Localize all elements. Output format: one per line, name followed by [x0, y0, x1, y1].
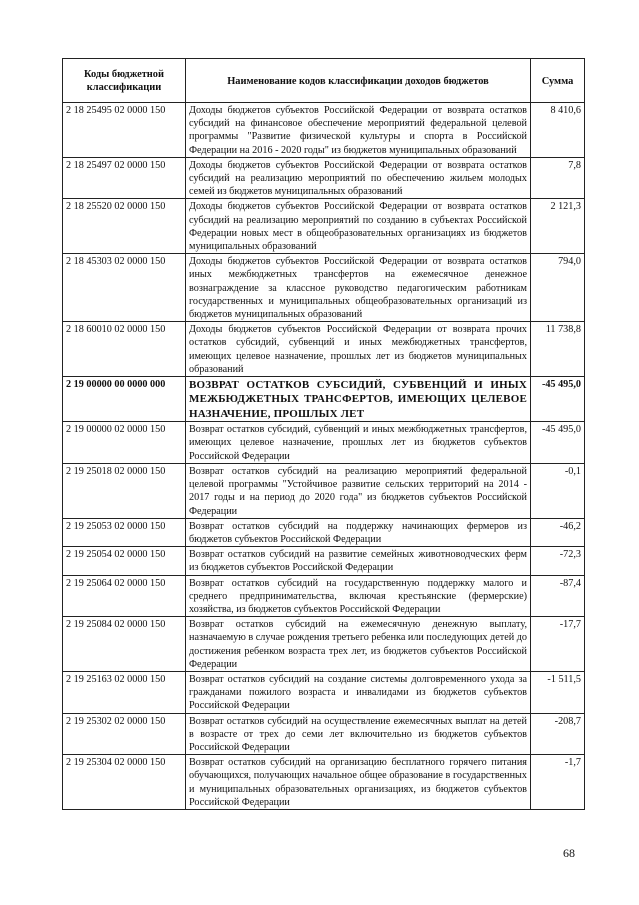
row-name: Возврат остатков субсидий на создание системы долговременного ухода за гражданами пожилого возраста и инвалидами из бюджетов субъектов Российской Федерации	[186, 671, 531, 713]
table-body	[63, 103, 585, 810]
table-row	[63, 518, 585, 546]
row-name: Возврат остатков субсидий на ежемесячную денежную выплату, назначаемую в случае рождения третьего ребенка или последующих детей до достижения ребенком возраста трех лет, из бюджетов субъектов Российской Федерации	[186, 617, 531, 672]
table-row	[63, 547, 585, 575]
row-sum: 794,0	[531, 254, 585, 322]
row-code: 2 19 25054 02 0000 150	[63, 547, 186, 575]
table-row	[63, 755, 585, 810]
row-name: Доходы бюджетов субъектов Российской Федерации от возврата остатков иных межбюджетных трансфертов на ежемесячное денежное вознаграждение за классное руководство педагогическим работникам государственных и муниципальных общеобразовательных организаций из бюджетов муниципальных образований	[186, 254, 531, 322]
row-code: 2 19 25302 02 0000 150	[63, 713, 186, 755]
row-sum: -45 495,0	[531, 422, 585, 464]
table-header-row	[63, 59, 585, 103]
table-row	[63, 199, 585, 254]
row-code: 2 19 25053 02 0000 150	[63, 518, 186, 546]
row-code: 2 19 25064 02 0000 150	[63, 575, 186, 617]
header-name: Наименование кодов классификации доходов бюджетов	[186, 59, 531, 103]
row-sum: 8 410,6	[531, 103, 585, 158]
row-name: Возврат остатков субсидий на осуществление ежемесячных выплат на детей в возрасте от трех до семи лет включительно из бюджетов субъектов Российской Федерации	[186, 713, 531, 755]
row-name: Возврат остатков субсидий на организацию бесплатного горячего питания обучающихся, получающих начальное общее образование в государственных и муниципальных образовательных организациях, из бюджетов субъектов Российской Федерации	[186, 755, 531, 810]
row-code: 2 18 45303 02 0000 150	[63, 254, 186, 322]
table-row	[63, 322, 585, 377]
row-name: Возврат остатков субсидий на реализацию мероприятий федеральной целевой программы "Устойчивое развитие сельских территорий на 2014 - 2017 годы и на период до 2020 года" из бюджетов субъектов Российской Федерации	[186, 463, 531, 518]
row-code: 2 19 25304 02 0000 150	[63, 755, 186, 810]
table-row	[63, 671, 585, 713]
row-sum: 11 738,8	[531, 322, 585, 377]
row-sum: 2 121,3	[531, 199, 585, 254]
row-sum: -1 511,5	[531, 671, 585, 713]
table-row	[63, 713, 585, 755]
table-row	[63, 103, 585, 158]
row-sum: -0,1	[531, 463, 585, 518]
table-row	[63, 254, 585, 322]
page-number: 68	[563, 846, 575, 860]
row-code: 2 18 60010 02 0000 150	[63, 322, 186, 377]
row-name: ВОЗВРАТ ОСТАТКОВ СУБСИДИЙ, СУБВЕНЦИЙ И ИНЫХ МЕЖБЮДЖЕТНЫХ ТРАНСФЕРТОВ, ИМЕЮЩИХ ЦЕЛЕВОЕ НАЗНАЧЕНИЕ, ПРОШЛЫХ ЛЕТ	[186, 377, 531, 422]
row-name: Доходы бюджетов субъектов Российской Федерации от возврата остатков субсидий на реализацию мероприятий по созданию в субъектах Российской Федерации новых мест в общеобразовательных организациях из бюджетов муниципальных образований	[186, 199, 531, 254]
row-code: 2 18 25520 02 0000 150	[63, 199, 186, 254]
row-code: 2 19 25018 02 0000 150	[63, 463, 186, 518]
row-name: Возврат остатков субсидий на государственную поддержку малого и среднего предпринимательства, включая крестьянские (фермерские) хозяйства, из бюджетов субъектов Российской Федерации	[186, 575, 531, 617]
row-name: Возврат остатков субсидий на поддержку начинающих фермеров из бюджетов субъектов Российской Федерации	[186, 518, 531, 546]
table-row	[63, 463, 585, 518]
row-code: 2 18 25495 02 0000 150	[63, 103, 186, 158]
row-sum: 7,8	[531, 157, 585, 199]
budget-revenue-table	[62, 58, 585, 810]
table-row	[63, 575, 585, 617]
row-sum: -72,3	[531, 547, 585, 575]
row-sum: -208,7	[531, 713, 585, 755]
header-sum: Сумма	[531, 59, 585, 103]
row-name: Доходы бюджетов субъектов Российской Федерации от возврата остатков субсидий на финансовое обеспечение мероприятий федеральной целевой программы "Развитие физической культуры и спорта в Российской Федерации на 2016 - 2020 годы" из бюджетов муниципальных образований	[186, 103, 531, 158]
row-code: 2 18 25497 02 0000 150	[63, 157, 186, 199]
row-sum: -87,4	[531, 575, 585, 617]
row-code: 2 19 25163 02 0000 150	[63, 671, 186, 713]
row-name: Возврат остатков субсидий на развитие семейных животноводческих ферм из бюджетов субъектов Российской Федерации	[186, 547, 531, 575]
header-code: Коды бюджетной классификации	[63, 59, 186, 103]
table-row	[63, 157, 585, 199]
table-row	[63, 377, 585, 422]
row-code: 2 19 00000 00 0000 000	[63, 377, 186, 422]
row-name: Доходы бюджетов субъектов Российской Федерации от возврата прочих остатков субсидий, субвенций и иных межбюджетных трансфертов, имеющих целевое назначение, прошлых лет из бюджетов муниципальных образований	[186, 322, 531, 377]
row-sum: -17,7	[531, 617, 585, 672]
row-code: 2 19 25084 02 0000 150	[63, 617, 186, 672]
row-sum: -1,7	[531, 755, 585, 810]
row-name: Возврат остатков субсидий, субвенций и иных межбюджетных трансфертов, имеющих целевое назначение, прошлых лет из бюджетов субъектов Российской Федерации	[186, 422, 531, 464]
row-sum: -46,2	[531, 518, 585, 546]
row-sum: -45 495,0	[531, 377, 585, 422]
table-row	[63, 617, 585, 672]
row-name: Доходы бюджетов субъектов Российской Федерации от возврата остатков субсидий на реализацию мероприятий по обеспечению жильем молодых семей из бюджетов муниципальных образований	[186, 157, 531, 199]
row-code: 2 19 00000 02 0000 150	[63, 422, 186, 464]
table-row	[63, 422, 585, 464]
